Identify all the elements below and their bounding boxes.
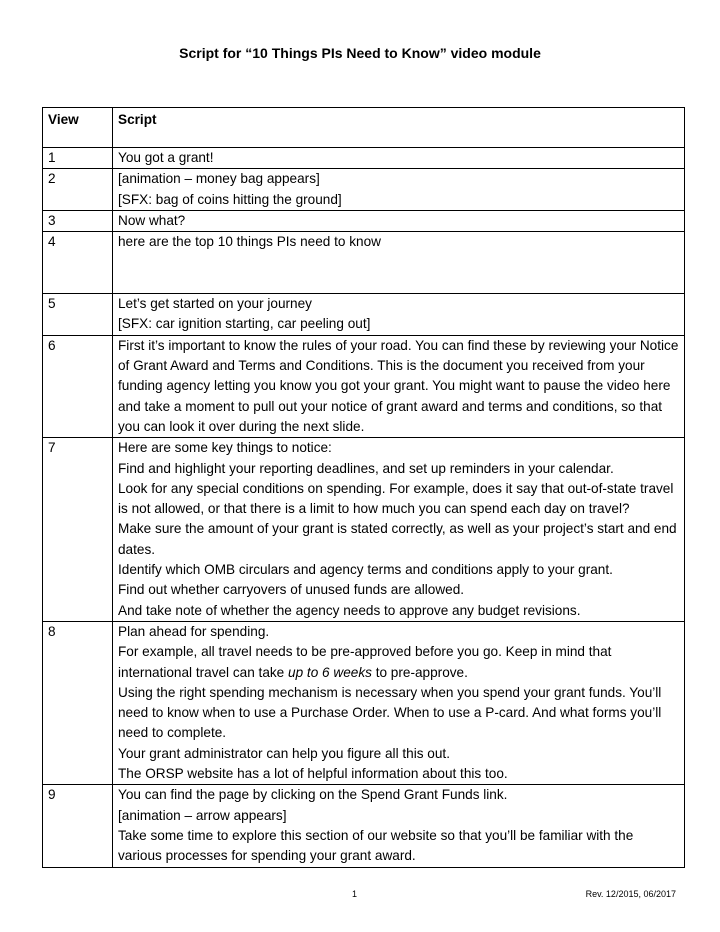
table-row [43, 232, 685, 294]
script-line: First it’s important to know the rules of your road. You can find these by reviewing your Notice of Grant Award and Terms and Conditions. This is the document you received from your funding agency letting you know you got your grant. You might want to pause the video here and take a moment to pull out your notice of grant award and terms and conditions, so that you can look it over during the next slide. [118, 337, 679, 434]
table-row [43, 169, 685, 211]
script-cell [113, 232, 685, 294]
script-cell [113, 438, 685, 622]
script-cell [113, 785, 685, 867]
script-cell [113, 210, 685, 231]
script-line: Take some time to explore this section of our website so that you’ll be familiar with the various processes for spending your grant award. [118, 827, 634, 864]
script-line: Identify which OMB circulars and agency terms and conditions apply to your grant. [118, 562, 613, 578]
script-line: The ORSP website has a lot of helpful information about this too. [118, 766, 508, 782]
view-number: 1 [43, 148, 113, 169]
table-row [43, 438, 685, 622]
table-header-row [43, 108, 685, 148]
emphasized-duration: up to 6 weeks [288, 664, 372, 680]
script-line: Your grant administrator can help you figure all this out. [118, 745, 450, 761]
script-line: You got a grant! [118, 150, 214, 165]
table-row [43, 294, 685, 336]
table-row [43, 785, 685, 867]
header-script: Script [113, 108, 685, 148]
view-number: 4 [43, 232, 113, 294]
script-line: You can find the page by clicking on the Spend Grant Funds link. [118, 787, 508, 803]
script-line: [SFX: bag of coins hitting the ground] [118, 191, 342, 207]
script-table [42, 107, 685, 868]
script-line: Using the right spending mechanism is necessary when you spend your grant funds. You’ll need to know when to use a Purchase Order. When to use a P-card. And what forms you’ll need to complete. [118, 684, 662, 741]
view-number: 9 [43, 785, 113, 867]
script-line: Look for any special conditions on spending. For example, does it say that out-of-state travel is not allowed, or that there is a limit to how much you can spend each day on travel? [118, 480, 674, 517]
script-cell [113, 621, 685, 784]
view-number: 8 [43, 621, 113, 784]
view-number: 2 [43, 169, 113, 211]
script-cell [113, 169, 685, 211]
script-line: Find and highlight your reporting deadlines, and set up reminders in your calendar. [118, 460, 614, 476]
script-line [118, 642, 680, 683]
view-number: 6 [43, 335, 113, 437]
script-line: [animation – arrow appears] [118, 807, 287, 823]
script-cell [113, 294, 685, 336]
script-line-text: For example, all travel needs to be pre-approved before you go. Keep in mind that international travel can take [118, 644, 612, 680]
view-number: 3 [43, 210, 113, 231]
table-row [43, 148, 685, 169]
script-line: Here are some key things to notice: [118, 440, 332, 456]
script-line: Now what? [118, 212, 186, 228]
view-number: 5 [43, 294, 113, 336]
table-row [43, 621, 685, 784]
script-line: here are the top 10 things PIs need to know [118, 234, 381, 250]
revision-date: Rev. 12/2015, 06/2017 [585, 889, 676, 899]
view-number: 7 [43, 438, 113, 622]
table-row [43, 210, 685, 231]
script-line-text: to pre-approve. [371, 664, 468, 680]
script-cell [113, 148, 685, 169]
page-number: 1 [352, 889, 358, 899]
script-line: Plan ahead for spending. [118, 623, 270, 639]
table-row [43, 335, 685, 437]
script-line: [SFX: car ignition starting, car peeling out] [118, 316, 371, 332]
script-line: Make sure the amount of your grant is stated correctly, as well as your project’s start and end dates. [118, 521, 677, 557]
script-line: And take note of whether the agency needs to approve any budget revisions. [118, 602, 581, 618]
page-title: Script for “10 Things PIs Need to Know” video module [179, 45, 541, 61]
script-line: Find out whether carryovers of unused funds are allowed. [118, 582, 465, 598]
script-line: [animation – money bag appears] [118, 171, 320, 187]
script-cell [113, 335, 685, 437]
script-line: Let’s get started on your journey [118, 296, 312, 312]
header-view: View [43, 108, 113, 148]
